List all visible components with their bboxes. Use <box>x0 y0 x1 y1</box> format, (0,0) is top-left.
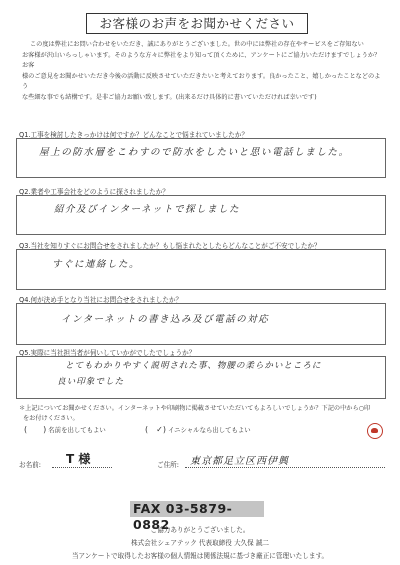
name-label: お名前: <box>19 461 42 469</box>
answer-4-text: インターネットの書き込み及び電話の対応 <box>61 314 270 325</box>
option-name-checkbox[interactable]: ( ) <box>24 425 47 434</box>
consent-option-name[interactable] <box>24 424 106 435</box>
consent-text: ＊上記についてお聞かせください。インターネットや印刷物に掲載させていただいてもよろしいでしょうか？下記の中から○印 <box>19 405 371 412</box>
option-name-label: 名前を出してもよい <box>48 426 106 434</box>
fax-number: FAX 03-5879-0882 <box>130 501 264 517</box>
consent-text-2: をお付けください。 <box>23 415 79 422</box>
answer-box-2[interactable] <box>16 195 386 235</box>
option-initial-label: イニシャルなら出してもよい <box>168 426 251 434</box>
answer-5-line-2: 良い印象でした <box>57 377 125 387</box>
answer-3-text: すぐに連絡した。 <box>52 259 141 270</box>
question-3: Q3.当社を知りすぐにお問合せをされましたか？もし悩まれたとしたらどんなことがご不安でしたか？ <box>19 242 321 250</box>
answer-box-1[interactable] <box>16 138 386 178</box>
question-2: Q2.業者や工事会社をどのように探されましたか？ <box>19 188 169 196</box>
address-value[interactable]: 東京都足立区西伊興 <box>190 456 289 467</box>
name-value[interactable]: T 様 <box>66 452 91 466</box>
answer-box-5[interactable] <box>16 356 386 399</box>
intro-text <box>22 40 387 104</box>
intro-line: な些細な事でも結構です。是非ご協力お願い致します。(出来るだけ具体的に書いていただければ幸いです) <box>22 93 317 101</box>
answer-1-text: 屋上の防水層をこわすので防水をしたいと思い電話しました。 <box>39 147 350 158</box>
answer-2-text: 紹介及びインターネットで探しました <box>54 204 241 215</box>
option-initial-checkbox[interactable]: ( ✓) <box>145 425 166 434</box>
question-1: Q1.工事を検討したきっかけは何ですか？どんなことで悩まれていましたか？ <box>19 131 249 139</box>
privacy-note: 当アンケートで取得したお客様の個人情報は関係法規に基づき厳正に管理いたします。 <box>71 552 329 560</box>
intro-line: 様のご意見をお聞かせいただき今後の活動に反映させていただきたいと考えております。良かったこと、嬉しかったことなどのよう <box>22 72 381 91</box>
page-title: お客様のお声をお聞かせください <box>86 13 308 34</box>
answer-box-4[interactable] <box>16 303 386 345</box>
thanks-text: ご協力ありがとうございました。 <box>150 526 250 534</box>
consent-option-initial[interactable] <box>145 424 251 435</box>
company-text: 株式会社シェアテック 代表取締役 大久保 誠二 <box>130 539 270 547</box>
address-label: ご住所: <box>157 461 180 469</box>
intro-line: お客様が沢山いらっしゃいます。そのような方々に弊社をより知って頂くために、アンケートにご協力いただけますでしょうか？ お客 <box>22 51 387 70</box>
answer-5-line-1: とてもわかりやすく説明された事、物腰の柔らかいところに <box>65 361 322 371</box>
question-5: Q5.実際に当社担当者が伺いしていかがでしたでしょうか？ <box>19 349 196 357</box>
stamp-icon <box>367 423 383 439</box>
answer-box-3[interactable] <box>16 249 386 290</box>
intro-line: この度は弊社にお問い合わせをいただき、誠にありがとうございました。世の中には弊社の存在やサービスをご存知ない <box>30 41 364 48</box>
question-4: Q4.何が決め手となり当社にお問合せをされましたか？ <box>19 296 183 304</box>
